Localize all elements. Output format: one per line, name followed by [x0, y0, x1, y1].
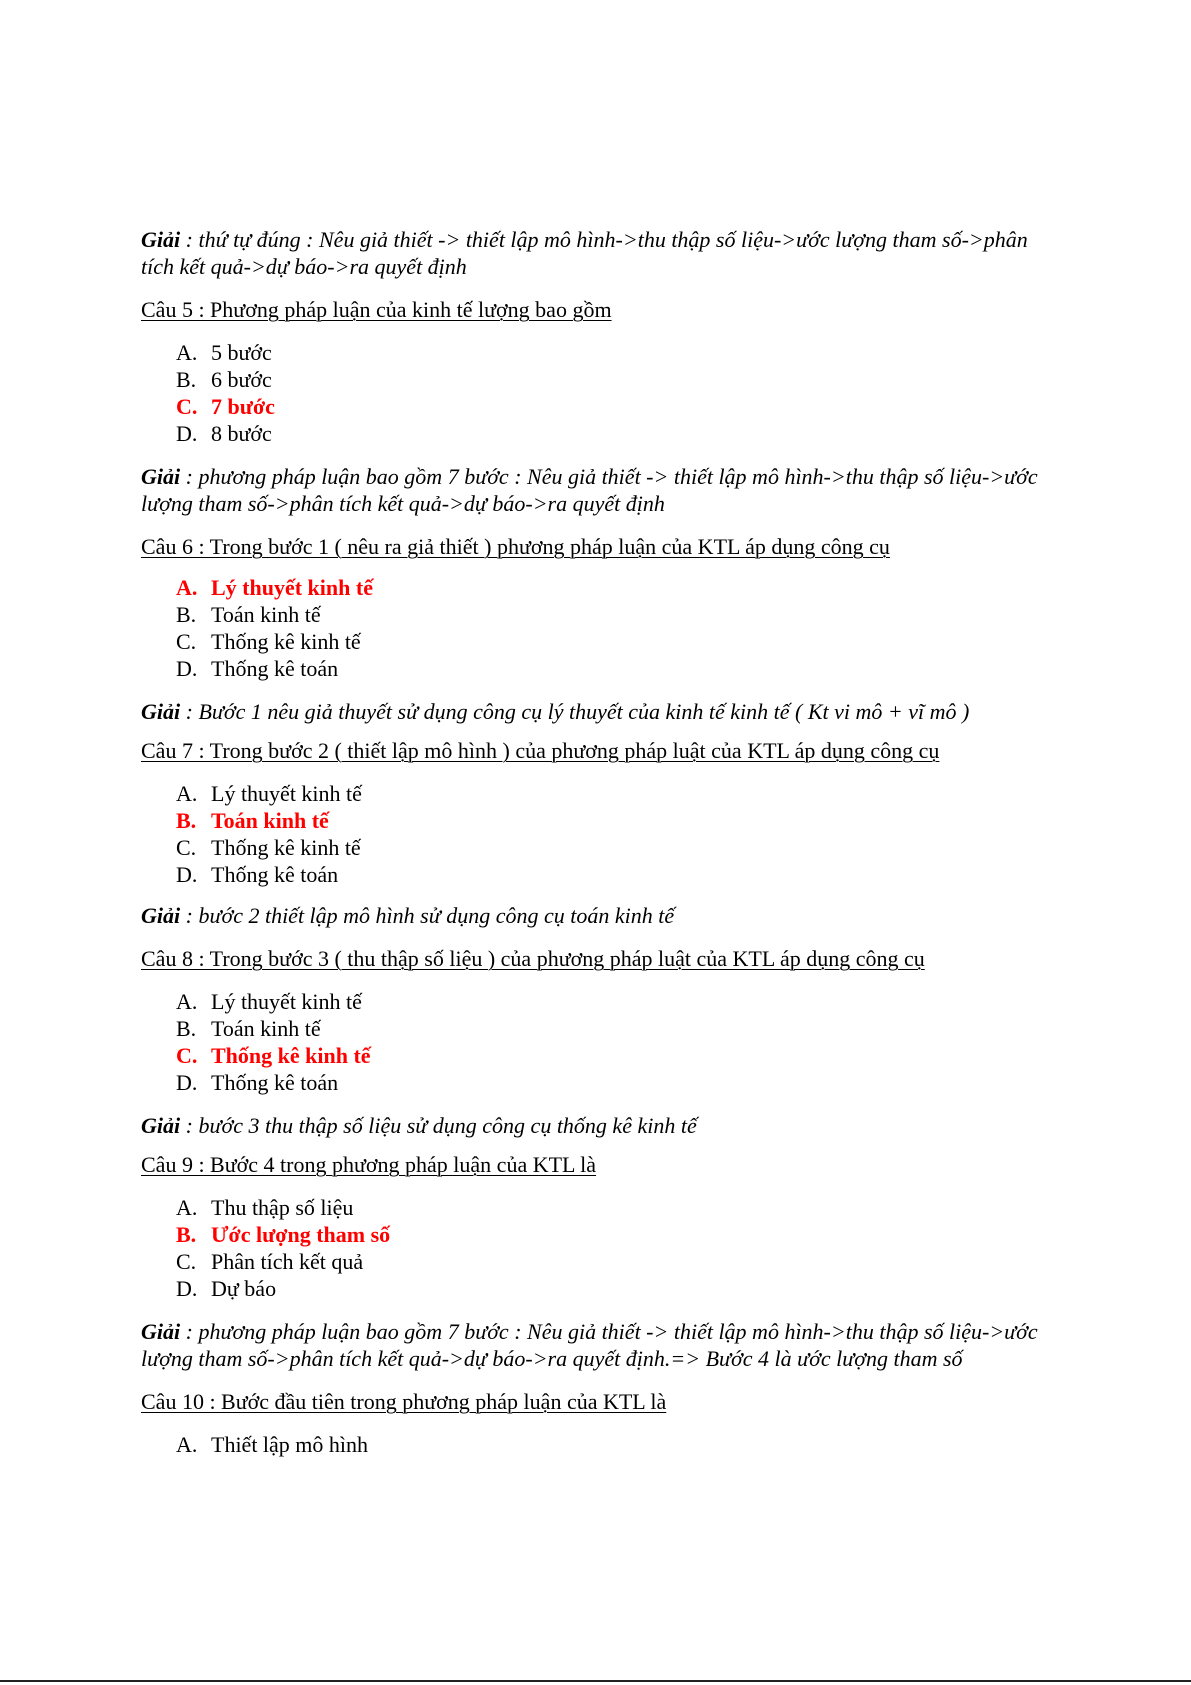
question-5-explanation: Giải : phương pháp luận bao gồm 7 bước : Nêu giả thiết -> thiết lập mô hình->thu thập số liệu->ước lượng tham số->phân tích kết quả->dự báo->ra quyết định [141, 464, 1038, 516]
option-b-correct: B. Ước lượng tham số [176, 1222, 391, 1247]
question-6-explanation: Giải : Bước 1 nêu giả thuyết sử dụng công cụ lý thuyết của kinh tế kinh tế ( Kt vi mô + vĩ mô ) [141, 699, 970, 724]
question-9-title: Câu 9 : Bước 4 trong phương pháp luận của KTL là [141, 1152, 597, 1177]
option-b: B. 6 bước [176, 367, 272, 392]
option-c: C. Thống kê kinh tế [176, 835, 361, 860]
question-8-title: Câu 8 : Trong bước 3 ( thu thập số liệu ) của phương pháp luật của KTL áp dụng công cụ [141, 946, 925, 971]
option-c-correct: C. 7 bước [176, 394, 275, 419]
question-6-options [141, 574, 1061, 682]
question-7-options [141, 780, 1061, 888]
option-c-correct: C. Thống kê kinh tế [176, 1043, 371, 1068]
question-10-options [141, 1431, 1061, 1458]
option-b-correct: B. Toán kinh tế [176, 808, 329, 833]
question-8-explanation: Giải : bước 3 thu thập số liệu sử dụng công cụ thống kê kinh tế [141, 1113, 697, 1138]
question-5-title: Câu 5 : Phương pháp luận của kinh tế lượng bao gồm [141, 297, 612, 322]
question-9-explanation: Giải : phương pháp luận bao gồm 7 bước : Nêu giả thiết -> thiết lập mô hình->thu thập số liệu->ước lượng tham số->phân tích kết quả->dự báo->ra quyết định.=> Bước 4 là ước lượng tham số [141, 1319, 1038, 1371]
option-a: A. Thiết lập mô hình [176, 1432, 369, 1457]
question-8-options [141, 988, 1061, 1096]
option-d: D. Thống kê toán [176, 656, 339, 681]
option-d: D. Thống kê toán [176, 1070, 339, 1095]
option-a: A. 5 bước [176, 340, 272, 365]
explanation-text: : thứ tự đúng : Nêu giả thiết -> thiết lập mô hình->thu thập số liệu->ước lượng tham số->phân tích kết quả->dự báo->ra quyết định [141, 227, 1028, 279]
option-d: D. Dự báo [176, 1276, 277, 1301]
option-a: A. Lý thuyết kinh tế [176, 781, 362, 806]
option-b: B. Toán kinh tế [176, 602, 321, 627]
option-c: C. Thống kê kinh tế [176, 629, 361, 654]
question-7-title: Câu 7 : Trong bước 2 ( thiết lập mô hình ) của phương pháp luật của KTL áp dụng công cụ [141, 738, 940, 763]
document-page [141, 226, 1061, 1458]
option-a: A. Thu thập số liệu [176, 1195, 354, 1220]
question-10-title: Câu 10 : Bước đầu tiên trong phương pháp luận của KTL là [141, 1389, 667, 1414]
question-5-options [141, 339, 1061, 447]
page-bottom-divider [0, 1680, 1191, 1682]
explanation-label: Giải [141, 227, 181, 252]
option-a: A. Lý thuyết kinh tế [176, 989, 362, 1014]
question-9-options [141, 1194, 1061, 1302]
question-6-title: Câu 6 : Trong bước 1 ( nêu ra giả thiết ) phương pháp luận của KTL áp dụng công cụ [141, 534, 890, 559]
question-7-explanation: Giải : bước 2 thiết lập mô hình sử dụng công cụ toán kinh tế [141, 903, 675, 928]
intro-explanation [141, 226, 1061, 280]
option-c: C. Phân tích kết quả [176, 1249, 364, 1274]
option-a-correct: A. Lý thuyết kinh tế [176, 575, 373, 600]
option-d: D. 8 bước [176, 421, 272, 446]
option-b: B. Toán kinh tế [176, 1016, 321, 1041]
option-d: D. Thống kê toán [176, 862, 339, 887]
